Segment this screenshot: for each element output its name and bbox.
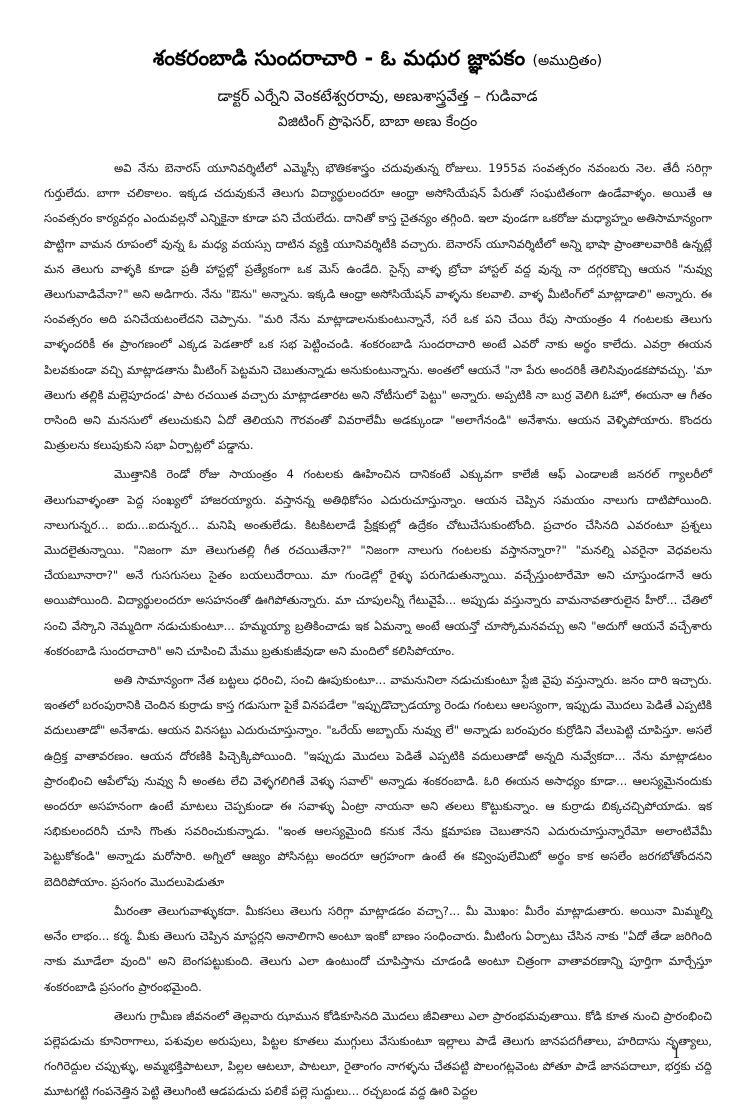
- title-text: శంకరంబాడి సుందరాచారి - ఓ మధుర జ్ఞాపకం: [152, 46, 526, 70]
- page-number: 1: [672, 1046, 681, 1062]
- paragraph-3: అతి సామాన్యంగా నేత బట్టలు ధరించి, సంచి ఊపుకుంటూ... వామనునిలా నడుచుకుంటూ స్టేజి వైపు వస్తున్నారు. జనం దారి ఇచ్చారు. ఇంతలో బరంపురానికి చెందిన కుర్రాడు కాస్త గడుసుగా పైకే వినపడేలా "ఇప్పుడొచ్చాడయ్యా రెండు గంటలు ఆలస్యంగా, ఇప్పుడు మొదలు పెడితే ఎప్పటికి వదులుతాడో" అనేశాడు. ఆయన వినసట్టు ఎదురుచూస్తున్నాం. "ఒరేయ్ అబ్బాయ్ నువ్వు లే" అన్నాడు బరంపురం కుర్రోడిని వేలుపెట్టి చూపిస్తూ. అసలే ఉద్రిక్త వాతావరణం. ఆయన దోరణికి పిచ్చెక్కిపోయింది. "ఇప్పుడు మొదలు పెడితే ఎప్పటికి వదులుతాడో అన్నది నువ్వేకదా... నేను మాట్లాడటం ప్రారంభించి ఆపేలోపు నువ్వు నీ అంతట లేచి వెళ్ళగలిగితే వెళ్ళు సవాల్" అన్నాడు శంకరంబాడి. ఓరి ఈయన అసాధ్యం కూడా... ఆలస్యమైనందుకు అందరూ అసహనంగా ఉంటే మాటలు చెప్పకుండా ఈ సవాళ్ళు ఏంట్రా నాయనా అని తలలు కొట్టుకున్నాం. ఆ కుర్రాడు బిక్కచచ్చిపోయాడు. ఇక సభికులందరినీ చూసి గొంతు సవరించుకున్నాడు. "ఇంత ఆలస్యమైంది కనుక నేను క్షమాపణ చెబుతానని ఎదురుచూస్తున్నారేమో అలాంటివేమీ పెట్టుకోకండి" అన్నాడు మరోసారి. అగ్నిలో ఆజ్యం పోసినట్లు అందరూ ఆగ్రహంగా ఉంటే ఈ కవ్వింపులేమిటో అర్థం కాక అసలేం జరగబోతోందనని బెదిరిపోయాం. ప్రసంగం మొదలుపెడుతూ: [44, 673, 712, 889]
- paragraph-4: మీరంతా తెలుగువాళ్ళుకదా. మీకసలు తెలుగు సరిగ్గా మాట్లాడడం వచ్చా?... మీ మొఖం: మీరేం మాట్లాడుతారు. అయినా మిమ్మల్ని అనేం లాభం... కర్మ. మీకు తెలుగు చెప్పిన మాస్టర్లని అనాలిగాని అంటూ ఇంకో బాణం సంధించారు. మీటింగు ఏర్పాటు చేసిన నాకు "ఏదో తేడా జరిగింది నాకు మూడేలా వుంది" అని బెంగపట్టుకుంది. తెలుగు ఎలా ఉంటుందో చూపిస్తాను చూడండి అంటూ చిత్రంగా వాతావరణాన్ని పూర్తిగా మార్చేస్తూ శంకరంబాడి ప్రసంగం ప్రారంభమైంది.: [44, 903, 712, 994]
- paragraph-1: అవి నేను బెనారస్ యూనివర్శిటీలో ఎమ్మెస్సీ భౌతికశాస్త్రం చదువుతున్న రోజులు. 1955వ సంవత్సరం నవంబరు నెల. తేదీ సరిగ్గా గుర్తులేదు. బాగా చలికాలం. ఇక్కడ చదువుకునే తెలుగు విద్యార్థులందరూ ఆంధ్రా అసోసియేషన్ పేరుతో సంఘటితంగా ఉండేవాళ్ళం. అయితే ఆ సంవత్సరం కార్యవర్గం ఎందువల్లనో ఎన్నికైనా కూడా పని చేయలేదు. దానితో కాస్త చైతన్యం తగ్గింది. ఇలా వుండగా ఒకరోజు మధ్యాహ్నం అతిసామాన్యంగా పొట్టిగా వామన రూపంలో వున్న ఓ మధ్య వయస్సు దాటిన వ్యక్తి యూనివర్శిటీకి వచ్చారు. బెనారస్ యూనివర్శిటీలో అన్ని భాషా ప్రాంతాలవారికి ఉన్నట్లే మన తెలుగు వాళ్ళకి కూడా ప్రతీ హాస్టల్లో ప్రత్యేకంగా ఒక మెస్ ఉండేది. సైన్స్ వాళ్ళ బ్రోచా హాస్టల్ వద్ద వున్న నా దగ్గరకొచ్చి ఆయన "నువ్వు తెలుగువాడివేనా?" అని అడిగారు. నేను "ఔను" అన్నాను. ఇక్కడి ఆంధ్రా అసోసియేషన్ వాళ్ళను కలవాలి. వాళ్ళ మీటింగ్‌లో మాట్లాడాలి" అన్నారు. ఈ సంవత్సరం అది పనిచేయటంలేదని చెప్పాను. "మరి నేను మాట్లాడాలనుకుంటున్నానే, సరే ఒక పని చేయి రేపు సాయంత్రం 4 గంటలకు తెలుగు వాళ్ళందరికీ ఈ ప్రాంగణంలో ఎక్కడ పెడతారో ఒక సభ పెట్టించండి. శంకరంబాడి సుందరాచారి అంటే ఎవరో నాకు అర్థం కాలేదు. ఎవర్రా ఈయన పిలవకుండా వచ్చి మాట్లాడతాను మీటింగ్ పెట్టమని చెబుతున్నాడు అనుకుంటున్నాను. అంతలో ఆయనే "నా పేరు అందరికీ తెలిసివుండకపోవచ్చు. 'మా తెలుగు తల్లికి మల్లెపూదండ' పాట రచయిత వచ్చారు మాట్లాడతారట అని నోటీసులో పెట్టు" అన్నారు. అప్పటికి నా బుర్ర వెలిగి ఓహో, ఈయనా ఆ గీతం రాసింది అని మనసులో తలుచుకుని ఏదో తెలియని గౌరవంతో వివరాలేమీ అడక్కుండా "అలాగేనండి" అనేశాను. ఆయన వెళ్ళిపోయారు. కొందరు మిత్రులను కలుపుకుని సభా ఏర్పాట్లలో పడ్డాను.: [44, 161, 712, 453]
- author-line: డాక్టర్ ఎర్నేని వెంకటేశ్వరరావు, అణుశాస్త్రవేత్త – గుడివాడ: [217, 87, 538, 105]
- document-title: [0, 46, 755, 76]
- paragraph-5: తెలుగు గ్రామీణ జీవనంలో తెల్లవారు ఝామున కోడికూసినది మొదలు జీవితాలు ఎలా ప్రారంభమవుతాయి. కోడి కూత నుంచి ప్రారంభించి పల్లెపడుచు కూనిరాగాలు, పశువుల అరుపులు, పిట్టల కూతలు ముగ్గులు వేసుకుంటూ ఇల్లాలు పాడే తెలుగు జానపదగీతాలు, హరిదాసు నృత్యాలు, గంగిరెద్దుల చప్పుళ్ళు, అమ్మభక్తిపాటలూ, పిల్లల ఆటలూ, పాటలూ, రైతాంగం నాగళ్ళను చేతపట్టి పొలంగట్లవెంట పోతూ పాడే జానపదాలూ, భర్తకు చద్ది మూటగట్టి గంపనెత్తిన పెట్టి తెలుగింటి ఆడపడుచు పలికే పల్లె సుద్దులు... రచ్చబండ వద్ద ఊరి పెద్దల: [44, 1008, 712, 1099]
- paragraph-2: మొత్తానికి రెండో రోజు సాయంత్రం 4 గంటలకు ఊహించిన దానికంటే ఎక్కువగా కాలేజీ ఆఫ్ ఎండాలజీ జనరల్ గ్యాలరీలో తెలుగువాళ్ళంతా పెద్ద సంఖ్యలో హాజరయ్యారు. వస్తానన్న అతిథికోసం ఎదురుచూస్తున్నాం. ఆయన చెప్పిన సమయం నాలుగు దాటిపోయింది. నాలుగున్నర... ఐదు...ఐదున్నర... మనిషి అంతులేడు. కిటకిటలాడే ప్రేక్షకుల్లో ఉద్రేకం చోటుచేసుకుంటోంది. ప్రచారం చేసినది ఎవరంటూ ప్రశ్నలు మొదలైతున్నాయి. "నిజంగా మా తెలుగుతల్లి గీత రచయితేనా?" "నిజంగా నాలుగు గంటలకు వస్తానన్నారా?" "మనల్ని ఎవరైనా వెధవలను చేయబూనారా?" అనే గుసగుసలు సైతం బయలుదేరాయి. మా గుండెల్లో రైళ్ళు పరుగెడుతున్నాయి. వచ్చేస్తుంటారేమో అని చూస్తుండగానే ఆరు అయిపోయింది. విద్యార్థులందరూ అసహనంతో ఊగిపోతున్నారు. మా చూపులన్నీ గేటువైపే... అప్పుడు వస్తున్నారు వామనావతారులైన హీరో... చేతిలో సంచి వేస్కొని నెమ్మదిగా నడుచుకుంటూ... హమ్మయ్యా బ్రతికించాడు ఇక ఏమన్నా అంటే ఆయన్తో చూస్కోమనవచ్చు అని "అదుగో ఆయనే వచ్చేశారు శంకరంబాడి సుందరాచారి" అని చూపించి మేము బ్రతుకుజీవుడా అని మందిలో కలిసిపోయాం.: [44, 467, 712, 658]
- affiliation-line: విజిటింగ్ ప్రొఫెసర్, బాబా అణు కేంద్రం: [277, 114, 478, 130]
- title-note: (అముద్రితం): [532, 53, 603, 69]
- document-body: [44, 156, 712, 1109]
